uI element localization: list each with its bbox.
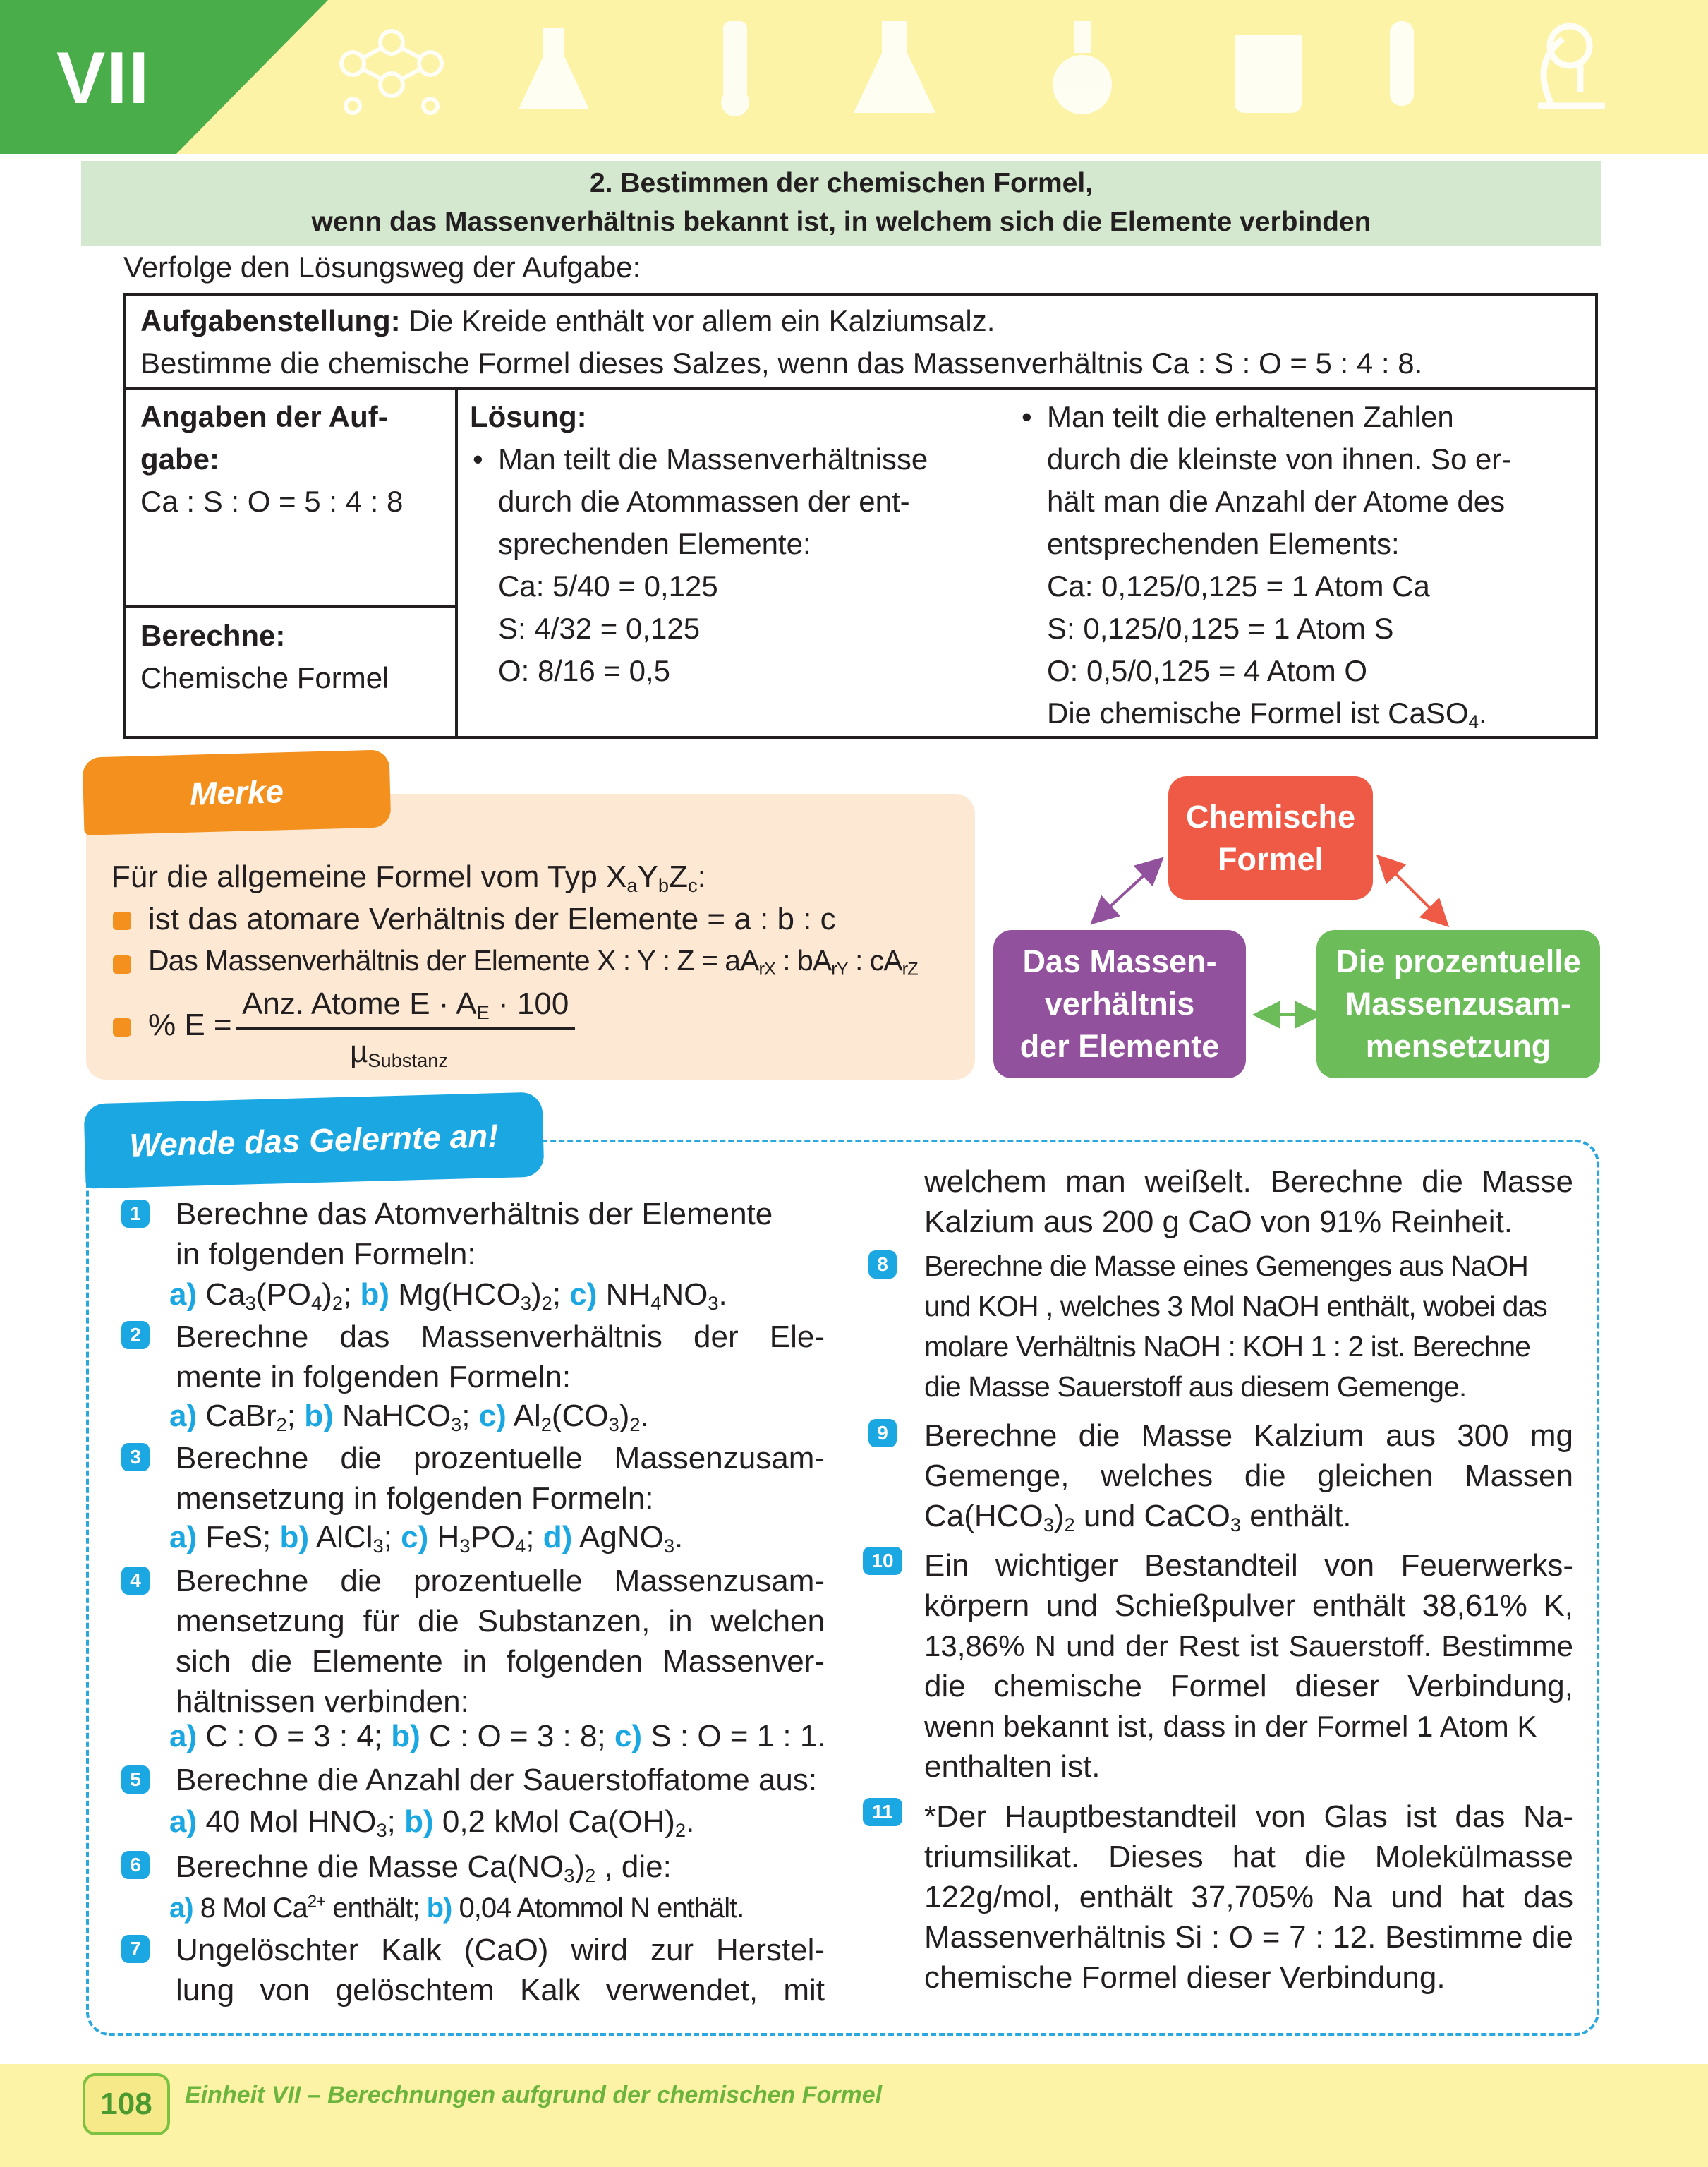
solution-col2 — [1019, 396, 1590, 735]
exercise-5-options — [169, 1801, 694, 1842]
exercise-line: die chemische Formel dieser Verbindung, — [924, 1669, 1573, 1703]
merke-colon: : — [697, 859, 706, 894]
formula: ) — [619, 1399, 630, 1433]
exercise-line: Berechne die Masse eines Gemenges aus NaOH — [924, 1250, 1528, 1282]
footer-title: Einheit VII – Berechnungen aufgrund der chemischen Formel — [185, 2082, 883, 2108]
formula: . — [686, 1804, 695, 1839]
formula: NO — [661, 1277, 708, 1312]
merke-bullet2 — [148, 944, 918, 977]
formula: 0,2 kMol Ca(OH) — [442, 1804, 675, 1839]
exercise-line: wenn bekannt ist, dass in der Formel 1 Atom K — [924, 1710, 1537, 1743]
merke-sub: c — [687, 874, 698, 896]
result-suffix: . — [1478, 696, 1487, 730]
formula-sub: 2 — [1064, 1513, 1075, 1535]
exercise-4-options — [169, 1716, 826, 1756]
formula: ; — [552, 1277, 562, 1312]
exercise-2-options — [169, 1396, 649, 1436]
solution-calc-line: S: 0,125/0,125 = 1 Atom S — [1047, 612, 1394, 645]
statement-label: Aufgabenstellung: — [140, 304, 401, 337]
solution-calc-line: O: 0,5/0,125 = 4 Atom O — [1047, 654, 1368, 687]
solution-col1 — [470, 396, 1013, 692]
compute-value: Chemische Formel — [140, 661, 389, 694]
exercise-number: 10 — [863, 1547, 902, 1575]
exercise-line: Gemenge, welches die gleichen Massen — [924, 1459, 1573, 1493]
formula-sup: 2+ — [307, 1892, 326, 1912]
arrow-formula-percent — [1386, 864, 1439, 917]
header-icons — [325, 14, 1637, 120]
result-prefix: Die chemische Formel ist CaSO — [1047, 696, 1469, 730]
merke-sub: rX — [758, 959, 775, 979]
formula: (CO — [551, 1399, 609, 1433]
formula: und CaCO — [1074, 1499, 1230, 1533]
node-line: verhältnis — [1044, 986, 1195, 1022]
option-letter: a) — [169, 1277, 198, 1312]
formula: . — [718, 1277, 727, 1312]
formula: (PO — [255, 1277, 312, 1312]
footer-band — [0, 2064, 1708, 2167]
exercise-line: körpern und Schießpulver enthält 38,61% K, — [924, 1588, 1573, 1623]
node-line: der Elemente — [1019, 1028, 1220, 1064]
formula: ; — [383, 1520, 392, 1555]
task-table — [123, 293, 1598, 739]
formula: AlCl — [315, 1520, 373, 1555]
merke-intro — [111, 859, 706, 895]
formula: ; — [343, 1277, 352, 1312]
node-line: mensetzung — [1365, 1028, 1551, 1064]
exercise-4 — [176, 1561, 825, 1722]
formula-sub: 3 — [376, 1818, 387, 1841]
given-cell — [140, 396, 451, 523]
option-letter: c) — [478, 1399, 507, 1433]
formula: Al — [513, 1399, 541, 1433]
molecule-icon — [341, 31, 442, 113]
ratio: C : O = 3 : 8; — [429, 1719, 606, 1753]
fraction-bar — [236, 1027, 575, 1030]
exercise-line: mente in folgenden Formeln: — [176, 1360, 571, 1394]
section-heading — [81, 161, 1601, 246]
exercise-number: 8 — [868, 1250, 897, 1279]
numerator-text: · 100 — [489, 986, 569, 1021]
exercise-5 — [176, 1760, 832, 1800]
formula: ) — [1053, 1499, 1065, 1533]
option-letter: a) — [169, 1804, 198, 1839]
formula-sub: 3 — [459, 1534, 471, 1557]
formula: 8 Mol Ca — [200, 1893, 308, 1924]
table-divider — [455, 387, 458, 736]
given-value: Ca : S : O = 5 : 4 : 8 — [140, 485, 404, 518]
formula: CaBr — [205, 1399, 277, 1433]
formula: NH — [605, 1277, 651, 1312]
exercise-8 — [924, 1246, 1573, 1407]
formula-sub: 2 — [674, 1818, 686, 1841]
exercise-7 — [176, 1930, 825, 2010]
option-letter: c) — [401, 1520, 429, 1555]
denominator-text: µ — [350, 1034, 368, 1069]
solution-step1-line: durch die Atommassen der ent- — [498, 485, 910, 518]
exercise-line: Berechne die Masse Kalzium aus 300 mg — [924, 1418, 1573, 1453]
exercise-line — [924, 1496, 1573, 1536]
unit-numeral: VII — [56, 37, 151, 119]
formula-sub: 3 — [520, 1291, 531, 1314]
ratio: S : O = 1 : 1. — [650, 1719, 826, 1753]
option-letter: d) — [543, 1520, 573, 1555]
formula-sub: 4 — [650, 1291, 662, 1314]
exercise-1-options — [169, 1274, 727, 1315]
statement-line2: Bestimme die chemische Formel dieses Salzes, wenn das Massenverhältnis Ca : S : O = 5 : 4 : 8. — [140, 346, 1423, 380]
numerator-text: Anz. Atome E · A — [242, 986, 477, 1021]
exercise-11 — [924, 1797, 1573, 1998]
intro-text: Verfolge den Lösungsweg der Aufgabe: — [123, 250, 641, 284]
exercise-line: Ein wichtiger Bestandteil von Feuerwerks- — [924, 1548, 1573, 1583]
formula: 0,04 Atommol N enthält. — [459, 1893, 744, 1924]
option-letter: b) — [360, 1277, 390, 1312]
solution-step2-line: hält man die Anzahl der Atome des — [1047, 485, 1506, 518]
exercise-line: in folgenden Formeln: — [176, 1237, 476, 1272]
formula: ; — [526, 1520, 535, 1555]
formula: ; — [286, 1399, 296, 1433]
merke-sub: a — [626, 874, 638, 896]
exercise-3 — [176, 1438, 825, 1519]
exercise-number: 4 — [121, 1567, 150, 1595]
solution-step2 — [1019, 396, 1590, 735]
formula-sub: 2 — [332, 1291, 344, 1314]
merke-formula-lhs: % E = — [148, 1008, 232, 1042]
option-letter: b) — [304, 1399, 334, 1433]
solution-calc-line: S: 4/32 = 0,125 — [498, 612, 701, 645]
table-divider — [126, 605, 455, 608]
node-line: Massenzusam- — [1345, 986, 1572, 1022]
formula: AgNO — [579, 1520, 664, 1555]
exercise-line: Berechne die prozentuelle Massenzusam- — [176, 1564, 825, 1598]
exercise-number: 6 — [121, 1851, 150, 1879]
page-number: 108 — [83, 2073, 170, 2135]
solution-step1-line: sprechenden Elemente: — [498, 527, 811, 560]
bullet: • — [1022, 400, 1032, 433]
exercise-line: und KOH , welches 3 Mol NaOH enthält, wobei das — [924, 1290, 1547, 1322]
round-flask-icon — [1053, 21, 1112, 114]
solution-step2-line: entsprechenden Elements: — [1047, 527, 1400, 560]
exercise-line: 122g/mol, enthält 37,705% Na und hat das — [924, 1880, 1573, 1914]
exercise-line: Berechne die Anzahl der Sauerstoffatome aus: — [176, 1763, 818, 1797]
numerator-sub: E — [476, 1001, 490, 1023]
option-letter: b) — [426, 1893, 452, 1924]
erlenmeyer-icon — [854, 21, 935, 113]
exercise-6 — [176, 1847, 672, 1887]
exercise-2 — [176, 1317, 825, 1397]
exercise-number: 3 — [121, 1443, 150, 1471]
compute-label: Berechne: — [140, 619, 286, 652]
merke-bullet — [113, 955, 131, 974]
formula-sub: 3 — [451, 1413, 462, 1435]
formula-sub: 2 — [541, 1291, 552, 1314]
merke-z: Z — [669, 859, 688, 894]
merke-sub: rZ — [902, 959, 918, 979]
exercise-line: sich die Elemente in folgenden Massenver- — [176, 1644, 825, 1679]
result-sub: 4 — [1468, 711, 1479, 732]
exercise-line: hältnissen verbinden: — [176, 1684, 469, 1719]
formula: H — [437, 1520, 460, 1555]
exercise-line: lung von gelöschtem Kalk verwendet, mit — [176, 1973, 825, 2008]
formula: . — [674, 1520, 684, 1555]
formula-sub: 3 — [708, 1291, 719, 1314]
formula-sub: 3 — [663, 1534, 675, 1557]
exercise-title: Wende das Gelernte an! — [84, 1092, 545, 1189]
exercise-line: Berechne die prozentuelle Massenzusam- — [176, 1441, 825, 1475]
table-divider — [126, 387, 1595, 390]
exercise-7-continued — [924, 1161, 1573, 1242]
statement-text: Die Kreide enthält vor allem ein Kalziumsalz. — [400, 304, 995, 337]
merke-sub: rY — [831, 959, 848, 979]
option-letter: b) — [279, 1520, 310, 1555]
task-statement — [140, 300, 1580, 385]
merke-b2: : cA — [847, 944, 902, 977]
merke-bullet1: ist das atomare Verhältnis der Elemente = a : b : c — [148, 902, 836, 936]
exercise-line: *Der Hauptbestandteil von Glas ist das Na- — [924, 1799, 1573, 1834]
solution-step1-line: Man teilt die Massenverhältnisse — [498, 442, 928, 476]
merke-y: Y — [637, 859, 658, 894]
merke-label: Merke — [83, 749, 392, 835]
merke-b2: Das Massenverhältnis der Elemente X : Y : Z = aA — [148, 944, 759, 977]
exercise-number: 5 — [121, 1765, 150, 1794]
exercise-line: mensetzung in folgenden Formeln: — [176, 1481, 654, 1516]
merke-bullet — [113, 1018, 131, 1037]
exercise-3-options — [169, 1517, 683, 1557]
microscope-icon — [1538, 26, 1605, 106]
formula-sub: 2 — [540, 1413, 552, 1435]
exercise-number: 1 — [121, 1200, 150, 1228]
solution-step2-line: durch die kleinste von ihnen. So er- — [1047, 442, 1512, 476]
merke-b2: : bA — [775, 944, 832, 977]
exercise-line: Berechne das Massenverhältnis der Ele- — [176, 1320, 825, 1354]
formula: enthält. — [1240, 1499, 1352, 1533]
beaker-icon — [1235, 35, 1302, 113]
exercise-line: mensetzung für die Substanzen, in welchen — [176, 1604, 825, 1638]
exercise-1 — [176, 1194, 825, 1274]
option-letter: c) — [614, 1719, 643, 1753]
bullet: • — [473, 442, 483, 476]
option-letter: a) — [169, 1719, 198, 1753]
flask-icon — [519, 28, 589, 109]
exercise-number: 2 — [121, 1321, 150, 1349]
exercise-9 — [924, 1416, 1573, 1536]
formula: . — [640, 1399, 649, 1433]
formula: ) — [531, 1277, 542, 1312]
diagram-arrows — [988, 769, 1609, 1087]
merke-bullet — [113, 912, 131, 930]
denominator-sub: Substanz — [368, 1049, 449, 1071]
node-line: Das Massen- — [1022, 943, 1217, 979]
given-label-1: Angaben der Auf- — [140, 400, 388, 433]
solution-result — [1047, 692, 1590, 735]
merke-sub: b — [658, 874, 670, 896]
solution-calc-line: O: 8/16 = 0,5 — [498, 654, 671, 687]
formula: 40 Mol HNO — [205, 1804, 377, 1839]
solution-calc-line: Ca: 5/40 = 0,125 — [498, 569, 718, 603]
exercise-line: Ungelöschter Kalk (CaO) wird zur Herstel- — [176, 1933, 825, 1967]
formula: ; — [387, 1804, 396, 1839]
section-title-line1: 2. Bestimmen der chemischen Formel, — [589, 168, 1094, 198]
exercise-6-options — [169, 1888, 744, 1928]
formula: enthält; — [325, 1893, 420, 1924]
formula: NaHCO — [342, 1399, 452, 1433]
exercise-line: chemische Formel dieser Verbindung. — [924, 1960, 1446, 1995]
formula: Ca — [205, 1277, 246, 1312]
option-letter: a) — [169, 1399, 198, 1433]
exercise-line: Kalzium aus 200 g CaO von 91% Reinheit. — [924, 1205, 1513, 1239]
node-line: Die prozentuelle — [1335, 943, 1581, 979]
formula-sub: 3 — [1230, 1513, 1241, 1535]
section-title-line2: wenn das Massenverhältnis bekannt ist, in welchem sich die Elemente verbinden — [311, 207, 1371, 237]
option-letter: a) — [169, 1893, 193, 1924]
formula: Ca(HCO — [924, 1499, 1043, 1533]
formula-sub: 2 — [585, 1864, 596, 1886]
exercise-line: triumsilikat. Dieses hat die Molekülmasse — [924, 1840, 1573, 1874]
option-letter: c) — [569, 1277, 598, 1312]
solution-step2-line: Man teilt die erhaltenen Zahlen — [1047, 400, 1454, 433]
unit-tab-corner — [176, 0, 328, 154]
formula: ) — [574, 1849, 586, 1884]
node-line: Formel — [1217, 840, 1324, 877]
formula-sub: 3 — [564, 1864, 575, 1886]
formula: ; — [461, 1399, 471, 1433]
formula-sub: 4 — [515, 1534, 526, 1557]
option-letter: b) — [404, 1804, 434, 1839]
option-letter: a) — [169, 1520, 198, 1555]
exercise-line: Massenverhältnis Si : O = 7 : 12. Bestimme die — [924, 1920, 1573, 1955]
exercise-10 — [924, 1545, 1573, 1787]
formula-sub: 3 — [1043, 1513, 1054, 1535]
formula-sub: 2 — [629, 1413, 641, 1435]
merke-numerator — [242, 986, 569, 1022]
formula: Mg(HCO — [398, 1277, 521, 1312]
arrow-formula-mass — [1101, 867, 1153, 915]
solution-step1 — [470, 438, 1013, 692]
formula: PO — [470, 1520, 516, 1555]
merke-intro-text: Für die allgemeine Formel vom Typ X — [111, 859, 627, 894]
exercise-line: Berechne das Atomverhältnis der Elemente — [176, 1197, 773, 1231]
formula-sub: 3 — [608, 1413, 619, 1435]
formula-sub: 4 — [311, 1291, 322, 1314]
merke-denominator — [350, 1034, 448, 1070]
test-tube-icon — [1390, 21, 1414, 106]
exercise-number: 9 — [868, 1419, 897, 1447]
formula-sub: 2 — [276, 1413, 287, 1435]
thermometer-icon — [721, 21, 749, 116]
solution-label: Lösung: — [470, 400, 587, 433]
formula: , die: — [595, 1849, 672, 1884]
option-letter: b) — [391, 1719, 420, 1753]
exercise-line: die Masse Sauerstoff aus diesem Gemenge. — [924, 1370, 1467, 1403]
formula-sub: 3 — [245, 1291, 256, 1314]
solution-calc-line: Ca: 0,125/0,125 = 1 Atom Ca — [1047, 569, 1430, 603]
given-label-2: gabe: — [140, 442, 220, 476]
exercise-line: Berechne die Masse Ca(NO — [176, 1849, 564, 1884]
formula-sub: 3 — [373, 1534, 384, 1557]
exercise-line: molare Verhältnis NaOH : KOH 1 : 2 ist. Berechne — [924, 1330, 1530, 1363]
exercise-line: welchem man weißelt. Berechne die Masse — [924, 1164, 1573, 1199]
compute-cell — [140, 615, 451, 699]
formula: FeS; — [205, 1520, 272, 1555]
node-line: Chemische — [1185, 798, 1356, 835]
exercise-line: enthalten ist. — [924, 1749, 1101, 1784]
formula: ) — [322, 1277, 332, 1312]
exercise-number: 11 — [863, 1798, 902, 1826]
ratio: C : O = 3 : 4; — [205, 1719, 383, 1753]
exercise-line: 13,86% N und der Rest ist Sauerstoff. Bestimme — [924, 1629, 1573, 1662]
exercise-number: 7 — [121, 1935, 150, 1963]
